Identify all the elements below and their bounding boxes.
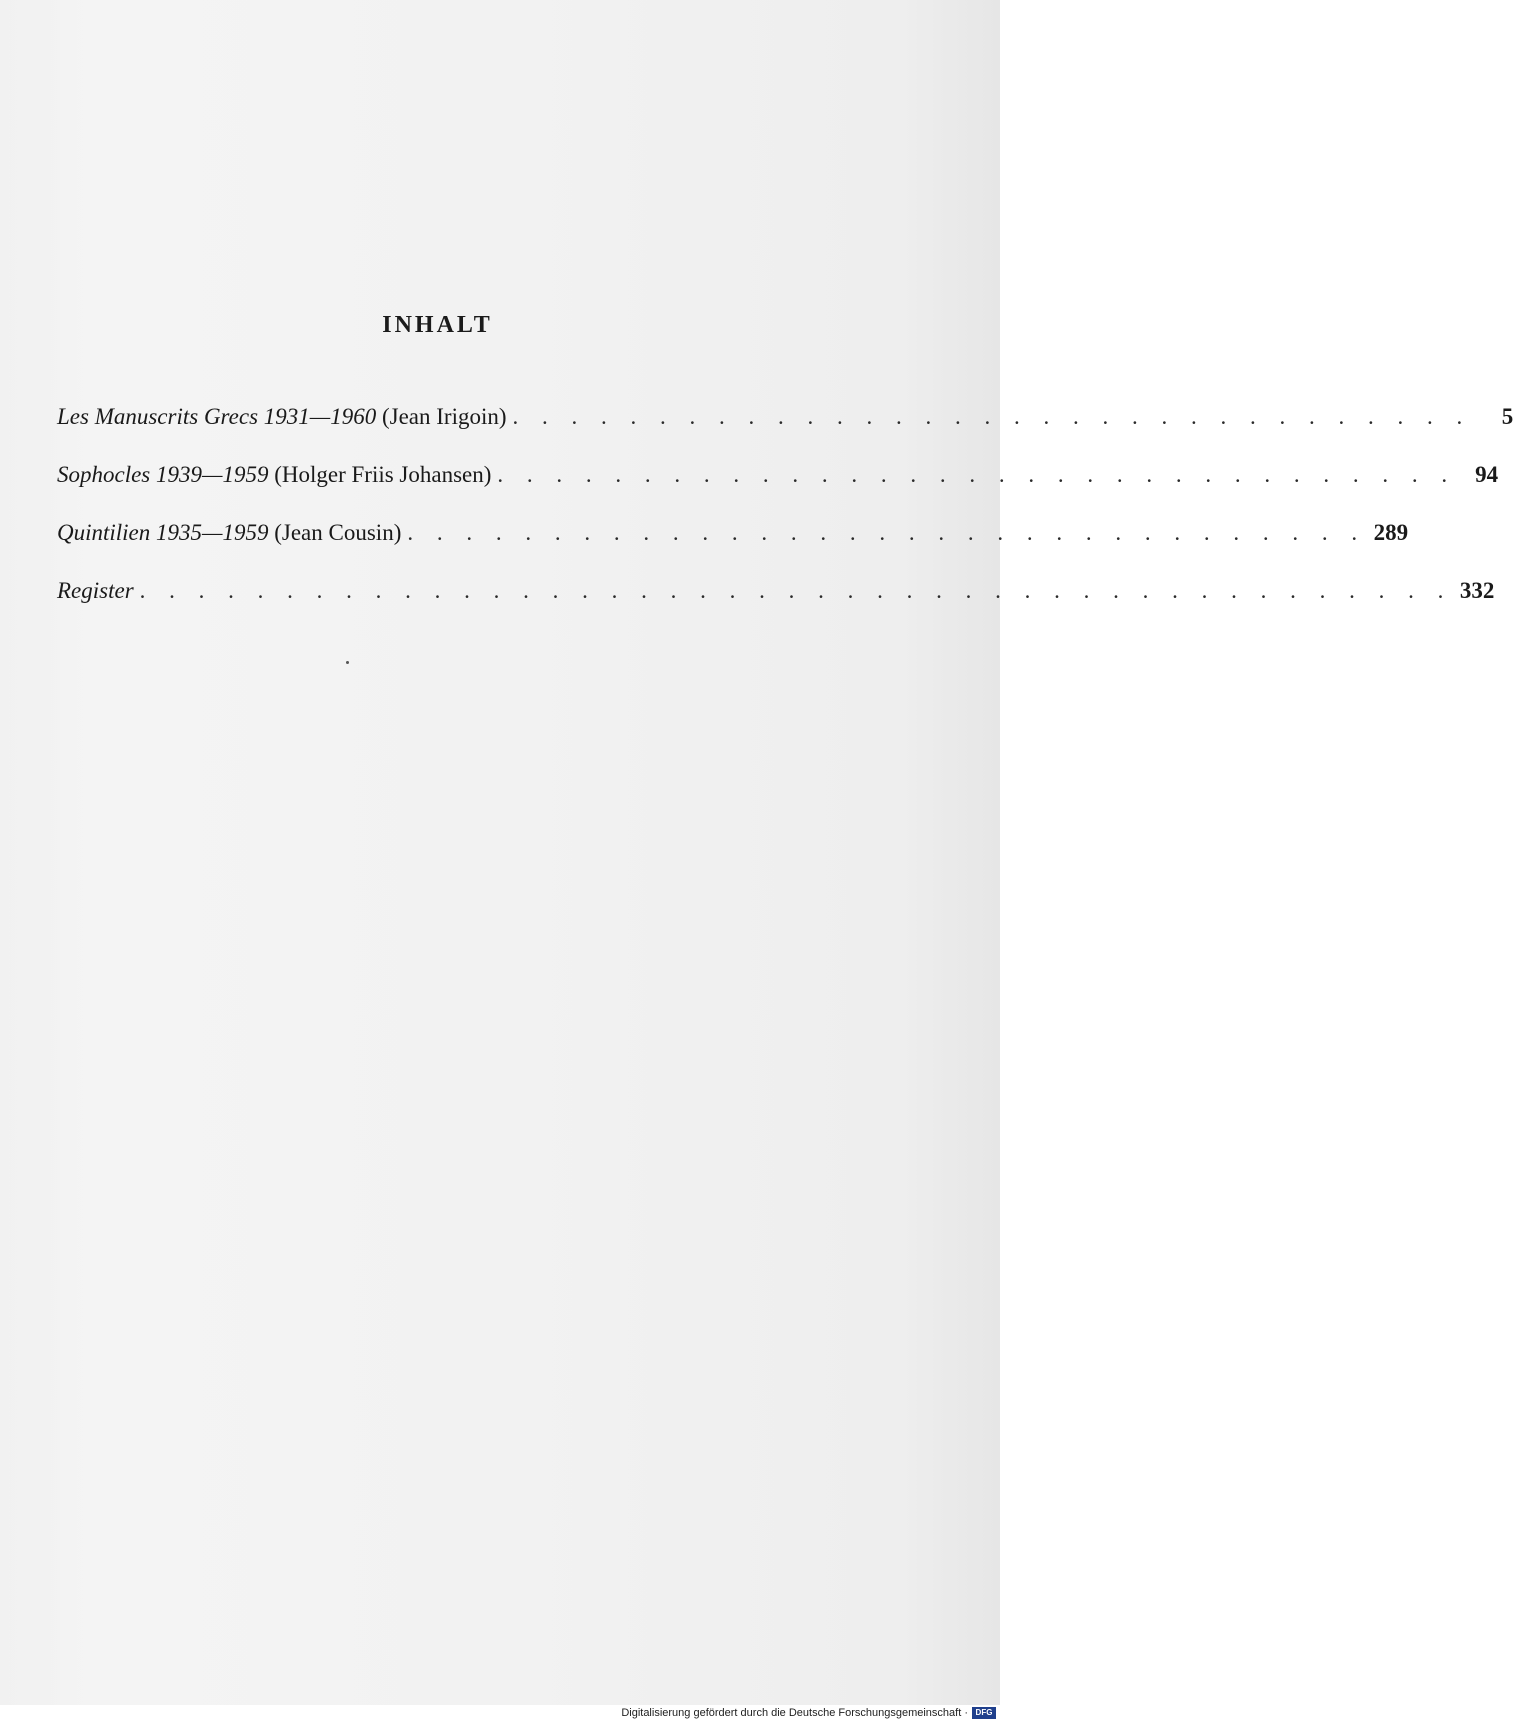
toc-entry-title [57,402,507,432]
toc-entry-title [57,460,491,490]
paper-speck [346,661,349,664]
table-of-contents [57,402,1513,634]
toc-entry [57,576,1495,634]
toc-entry-title-italic: Sophocles 1939—1959 [57,462,269,487]
toc-entry-title [57,576,134,606]
toc-entry-author: (Holger Friis Johansen) [268,462,492,487]
toc-entry [57,518,1409,576]
toc-page-number: 332 [1459,578,1495,603]
toc-dot-leader: . . . . . . . . . . . . . . . . . . . . . . . . . . . . . . . . . . . . . . . . . . . . . [139,578,1453,603]
toc-page-number: 289 [1373,520,1409,545]
toc-entry-title-italic: Les Manuscrits Grecs 1931—1960 [57,404,377,429]
toc-entry-title-italic: Register [57,578,134,603]
toc-dot-leader: . . . . . . . . . . . . . . . . . . . . . . . . . . . . . . . . . [512,404,1472,429]
toc-entry-title-italic: Quintilien 1935—1959 [57,520,269,545]
toc-dot-leader: . . . . . . . . . . . . . . . . . . . . . . . . . . . . . . . . . [497,462,1457,487]
page-heading: INHALT [382,312,493,338]
toc-entry [57,460,1499,518]
footer-credit-text: Digitalisierung gefördert durch die Deutsche Forschungsgemeinschaft · [621,1707,968,1719]
toc-page-number: 94 [1475,462,1499,487]
toc-entry [57,402,1513,460]
digitization-footer [0,1705,1000,1722]
toc-entry-author: (Jean Irigoin) [376,404,507,429]
dfg-logo: DFG [972,1707,996,1719]
toc-dot-leader: . . . . . . . . . . . . . . . . . . . . . . . . . . . . . . . . . [407,520,1367,545]
toc-page-number: 5 [1501,404,1513,429]
toc-entry-title [57,518,401,548]
toc-entry-author: (Jean Cousin) [268,520,402,545]
